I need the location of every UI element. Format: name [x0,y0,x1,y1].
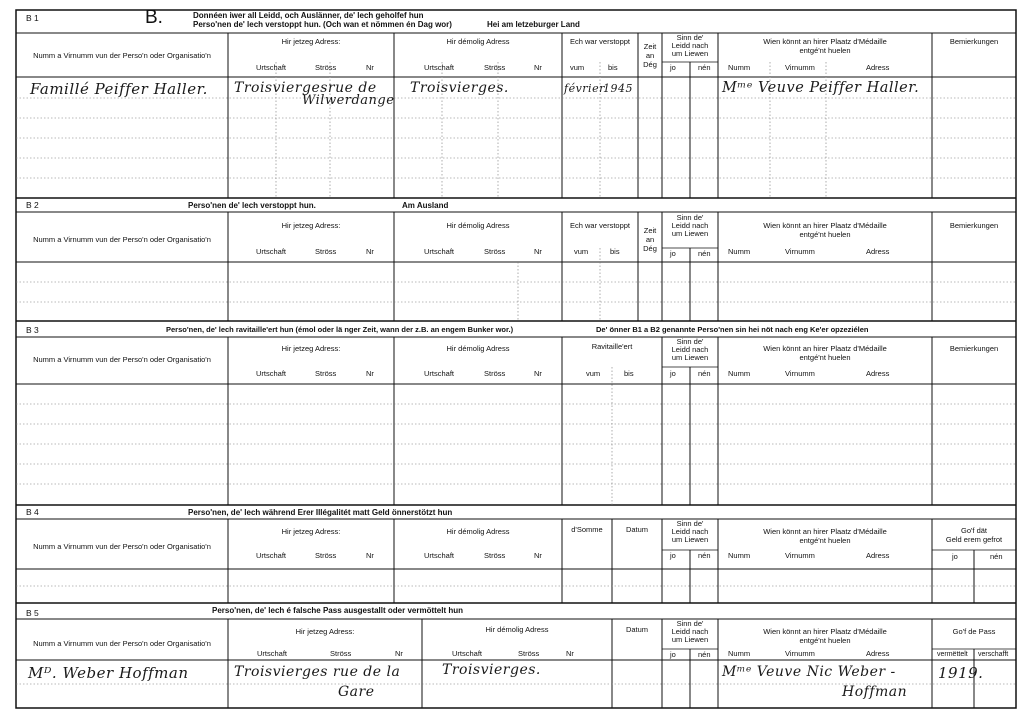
sub-numm: Numm [728,369,751,378]
col-medal-header-2: entgé'nt huelen [799,46,851,55]
b1-entry-name: Famillé Peiffer Haller. [30,80,208,98]
section-b2-location: Am Ausland [402,201,449,210]
sub-nen: nén [698,63,711,72]
sub-nr: Nr [366,369,374,378]
sub-vum: vum [574,247,589,256]
col-remarks-header: Bemierkungen [949,37,999,46]
col-medal-header-2: entgé'nt huelen [799,636,851,645]
sub-jo: jo [670,650,676,659]
sub-verschafft: verschafft [978,651,1009,658]
sub-virnumm: Virnumm [785,551,815,560]
b1-entry-bis: 1945 [603,82,633,95]
sub-stross: Ströss [484,247,506,256]
sub-stross: Ströss [484,369,506,378]
b1-entry-vum: février [564,82,605,95]
col-current-address-header: Hir jetzeg Adress: [295,627,355,636]
col-medal-header-1: Wien könnt an hirer Plaatz d'Médaille [763,527,887,536]
section-b1-subtitle: Perso'nen de' lech verstoppt hun. (Och wan et nömmen én Dag wor) [193,20,452,29]
sub-adress: Adress [866,369,890,378]
col-remarks-header: Bemierkungen [949,344,999,353]
col-date-header: Datum [625,625,649,634]
sub-adress: Adress [866,649,890,658]
sub-nr: Nr [395,649,403,658]
b5-entry-recipient-1: Mᵐᵉ Veuve Nic Weber - [722,664,896,680]
sub-virnumm: Virnumm [785,247,815,256]
sub-virnumm: Virnumm [785,649,815,658]
sub-numm: Numm [728,551,751,560]
col-sinn-3: um Liewen [671,229,709,238]
b5-entry-recipient-2: Hoffman [842,684,908,700]
sub-stross: Ströss [484,551,506,560]
sub-urtschaft: Urtschaft [424,369,455,378]
col-zeit-1: Zeit [643,226,657,235]
sub-urtschaft: Urtschaft [256,63,287,72]
col-name-header: Numm a Virnumm vun der Perso'n oder Organisatio'n [33,639,211,648]
col-date-header: Datum [625,525,649,534]
sub-adress: Adress [866,247,890,256]
sub-stross: Ströss [315,247,337,256]
col-zeit-3: Dég [643,60,657,69]
sub-nr: Nr [534,63,542,72]
col-zeit-2: an [645,51,655,60]
sub-nr: Nr [366,551,374,560]
section-b3-note: De' önner B1 a B2 genannte Perso'nen sin hei nöt nach eng Ke'er opzeziélen [596,325,869,334]
col-old-address-header: Hir démolig Adress [446,221,510,230]
sub-bis: bis [608,63,618,72]
col-sinn-2: Leidd nach [671,345,709,354]
col-name-header: Numm a Virnumm vun der Perso'n oder Organisatio'n [33,51,211,60]
col-medal-header-2: entgé'nt huelen [799,230,851,239]
col-sinn-3: um Liewen [671,49,709,58]
sub-adress: Adress [866,63,890,72]
b5-entry-old-address: Troisvierges. [442,662,541,678]
col-current-address-header: Hir jetzeg Adress: [281,527,341,536]
section-b3-title: Perso'nen, de' lech ravitaille'ert hun (émol oder lä nger Zeit, wann der z.B. an engem Bunker wor.) [166,325,514,334]
col-remarks-header: Bemierkungen [949,221,999,230]
col-hidden-header: Ech war verstoppt [569,221,631,230]
col-medal-header-1: Wien könnt an hirer Plaatz d'Médaille [763,627,887,636]
sub-urtschaft: Urtschaft [452,649,483,658]
sub-nen: nén [698,369,711,378]
sub-jo: jo [670,249,676,258]
col-medal-header-1: Wien könnt an hirer Plaatz d'Médaille [763,37,887,46]
sub-urtschaft: Urtschaft [256,369,287,378]
col-money-returned-1: Go'f dät [960,526,988,535]
sub-nen: nén [698,650,711,659]
col-medal-header-1: Wien könnt an hirer Plaatz d'Médaille [763,344,887,353]
sub-urtschaft: Urtschaft [424,63,455,72]
sub-jo: jo [952,552,958,561]
col-ravit-header: Ravitaille'ert [591,342,633,351]
col-pass-header: Go'f de Pass [952,627,996,636]
sub-urtschaft: Urtschaft [256,551,287,560]
sub-stross: Ströss [518,649,540,658]
sub-bis: bis [610,247,620,256]
sub-urtschaft: Urtschaft [424,551,455,560]
col-current-address-header: Hir jetzeg Adress: [281,221,341,230]
sub-stross: Ströss [315,551,337,560]
sub-nen: nén [990,552,1003,561]
col-sinn-3: um Liewen [671,635,709,644]
col-name-header: Numm a Virnumm vun der Perso'n oder Organisatio'n [33,235,211,244]
sub-stross: Ströss [315,369,337,378]
col-current-address-header: Hir jetzeg Adress: [281,37,341,46]
col-sinn-2: Leidd nach [671,527,709,536]
sub-jo: jo [670,63,676,72]
sub-vermettelt: vermëttelt [937,651,968,658]
section-b1-location: Hei am letzeburger Land [487,20,580,29]
sub-stross: Ströss [330,649,352,658]
sub-nen: nén [698,551,711,560]
col-sinn-3: um Liewen [671,353,709,362]
col-old-address-header: Hir démolig Adress [446,344,510,353]
b1-entry-address-1: Troisviergesrue de [234,80,377,96]
sub-jo: jo [670,369,676,378]
sub-nr: Nr [534,369,542,378]
b5-entry-name: Mᴰ. Weber Hoffman [28,664,189,682]
b5-entry-address-1: Troisvierges rue de la [234,664,401,680]
sub-nr: Nr [366,63,374,72]
section-b5-id: B 5 [26,608,39,618]
col-sinn-1: Sinn de' [676,213,704,222]
sub-vum: vum [586,369,601,378]
section-b2-id: B 2 [26,200,39,210]
b1-entry-old-address: Troisvierges. [410,80,509,96]
sub-virnumm: Virnumm [785,63,815,72]
col-medal-header-1: Wien könnt an hirer Plaatz d'Médaille [763,221,887,230]
sub-urtschaft: Urtschaft [256,247,287,256]
col-medal-header-2: entgé'nt huelen [799,353,851,362]
sub-nen: nén [698,249,711,258]
sub-numm: Numm [728,247,751,256]
col-hidden-header: Ech war verstoppt [569,37,631,46]
b5-entry-address-2: Gare [338,684,375,700]
sub-numm: Numm [728,63,751,72]
section-b1-id: B 1 [26,13,39,23]
sub-jo: jo [670,551,676,560]
section-b4-title: Perso'nen, de' lech während Erer Illégalitét matt Geld önnerstötzt hun [188,508,453,517]
section-b3-id: B 3 [26,325,39,335]
sub-nr: Nr [566,649,574,658]
col-medal-header-2: entgé'nt huelen [799,536,851,545]
b1-entry-recipient: Mᵐᵉ Veuve Peiffer Haller. [722,80,920,96]
sub-urtschaft: Urtschaft [257,649,288,658]
sub-nr: Nr [534,551,542,560]
col-current-address-header: Hir jetzeg Adress: [281,344,341,353]
col-sum-header: d'Somme [571,525,603,534]
sub-vum: vum [570,63,585,72]
sub-stross: Ströss [484,63,506,72]
col-old-address-header: Hir démolig Adress [446,527,510,536]
sub-bis: bis [624,369,634,378]
col-sinn-2: Leidd nach [671,41,709,50]
col-sinn-2: Leidd nach [671,221,709,230]
section-b5-title: Perso'nen, de' lech é falsche Pass ausgestallt oder vermöttelt hun [212,606,463,615]
sub-stross: Ströss [315,63,337,72]
col-sinn-1: Sinn de' [676,519,704,528]
col-old-address-header: Hir démolig Adress [446,37,510,46]
sub-urtschaft: Urtschaft [424,247,455,256]
col-name-header: Numm a Virnumm vun der Perso'n oder Organisatio'n [33,355,211,364]
b1-entry-address-2: Wilwerdange [302,93,395,108]
sub-numm: Numm [728,649,751,658]
section-b1-title: Donnéen iwer all Leidd, och Auslänner, de' lech geholfef hun [193,11,424,20]
col-zeit-3: Dég [643,244,657,253]
col-sinn-1: Sinn de' [676,33,704,42]
form-letter: B. [145,7,163,28]
col-money-returned-2: Geld erem gefrot [945,535,1003,544]
sub-nr: Nr [366,247,374,256]
col-sinn-3: um Liewen [671,535,709,544]
col-name-header: Numm a Virnumm vun der Perso'n oder Organisatio'n [33,542,211,551]
sub-virnumm: Virnumm [785,369,815,378]
b5-entry-year: 1919. [938,664,984,682]
section-b4-id: B 4 [26,507,39,517]
sub-adress: Adress [866,551,890,560]
col-sinn-1: Sinn de' [676,619,704,628]
col-zeit-2: an [645,235,655,244]
col-sinn-2: Leidd nach [671,627,709,636]
section-b2-title: Perso'nen de' lech verstoppt hun. [188,201,316,210]
col-zeit-1: Zeit [643,42,657,51]
col-old-address-header: Hir démolig Adress [485,625,549,634]
sub-nr: Nr [534,247,542,256]
col-sinn-1: Sinn de' [676,337,704,346]
